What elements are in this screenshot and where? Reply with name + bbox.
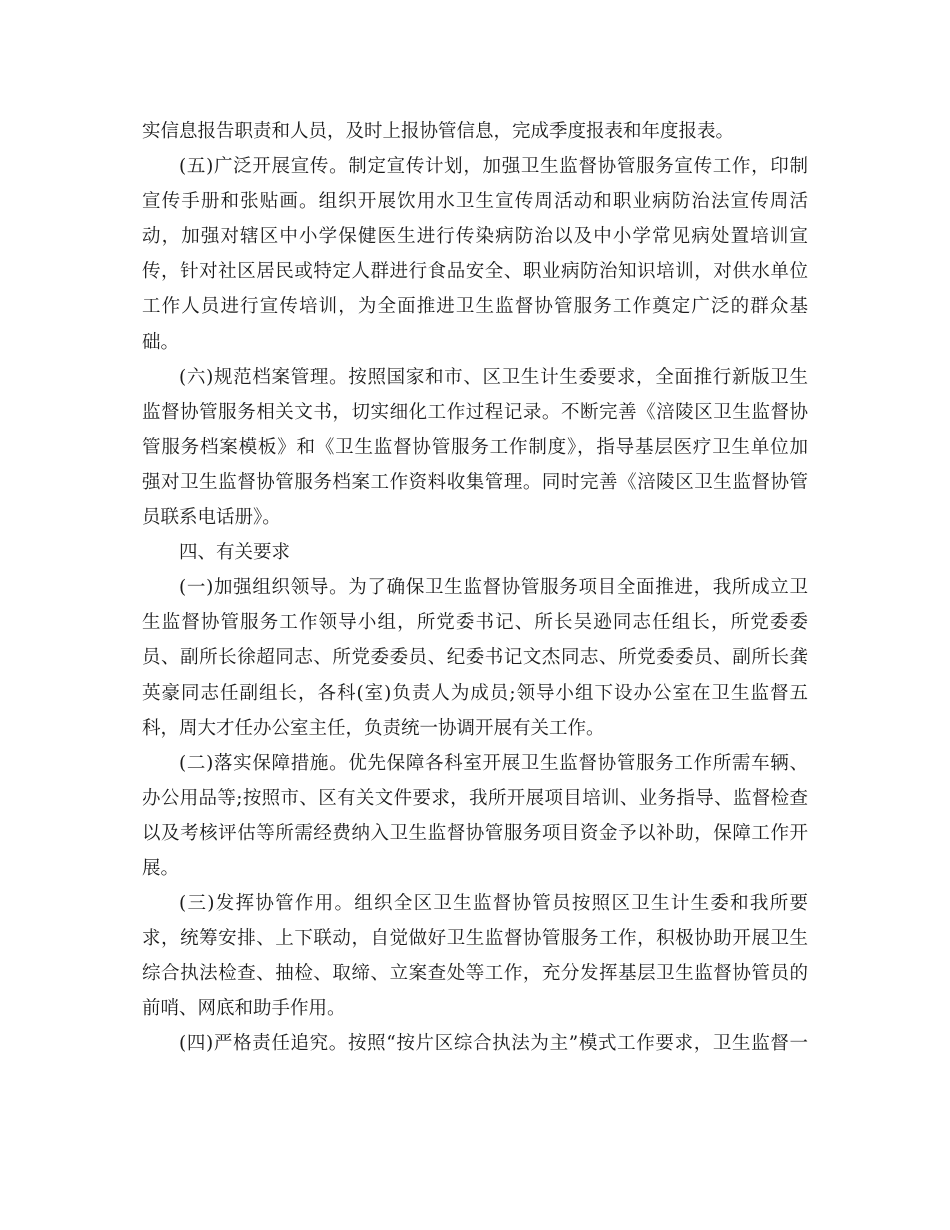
document-body bbox=[142, 114, 808, 1062]
text-line: 宣传手册和张贴画。组织开展饮用水卫生宣传周活动和职业病防治法宣传周活 bbox=[142, 191, 808, 213]
text-line: 员、副所长徐超同志、所党委委员、纪委书记文杰同志、所党委委员、副所长龚 bbox=[142, 647, 808, 669]
text-line: 前哨、网底和助手作用。 bbox=[142, 998, 346, 1020]
paragraph-first-line: (六)规范档案管理。按照国家和市、区卫生计生委要求，全面推行新版卫生 bbox=[179, 366, 808, 388]
text-line: 管服务档案模板》和《卫生监督协管服务工作制度》，指导基层医疗卫生单位加 bbox=[142, 436, 808, 458]
text-line: 以及考核评估等所需经费纳入卫生监督协管服务项目资金予以补助，保障工作开 bbox=[142, 822, 808, 844]
text-line: 实信息报告职责和人员，及时上报协管信息，完成季度报表和年度报表。 bbox=[142, 121, 735, 142]
text-line: 监督协管服务相关文书，切实细化工作过程记录。不断完善《涪陵区卫生监督协 bbox=[142, 401, 808, 423]
paragraph-first-line: 四、有关要求 bbox=[179, 542, 291, 564]
paragraph-first-line: (五)广泛开展宣传。制定宣传计划，加强卫生监督协管服务宣传工作，印制 bbox=[179, 156, 808, 178]
text-line: 传，针对社区居民或特定人群进行食品安全、职业病防治知识培训，对供水单位 bbox=[142, 261, 808, 283]
text-line: 员联系电话册》。 bbox=[142, 507, 281, 529]
text-line: 动，加强对辖区中小学保健医生进行传染病防治以及中小学常见病处置培训宣 bbox=[142, 226, 808, 248]
text-line: 强对卫生监督协管服务档案工作资料收集管理。同时完善《涪陵区卫生监督协管 bbox=[142, 471, 808, 493]
paragraph-first-line: (三)发挥协管作用。组织全区卫生监督协管员按照区卫生计生委和我所要 bbox=[179, 893, 808, 915]
paragraph-first-line: (四)严格责任追究。按照“按片区综合执法为主”模式工作要求，卫生监督一 bbox=[179, 1033, 808, 1055]
text-line: 础。 bbox=[142, 331, 180, 353]
text-line: 工作人员进行宣传培训，为全面推进卫生监督协管服务工作奠定广泛的群众基 bbox=[142, 296, 808, 318]
paragraph-first-line: (二)落实保障措施。优先保障各科室开展卫生监督协管服务工作所需车辆、 bbox=[179, 752, 808, 774]
text-line: 展。 bbox=[142, 857, 180, 879]
text-line: 综合执法检查、抽检、取缔、立案查处等工作，充分发挥基层卫生监督协管员的 bbox=[142, 963, 808, 985]
paragraph-first-line: (一)加强组织领导。为了确保卫生监督协管服务项目全面推进，我所成立卫 bbox=[179, 577, 808, 599]
text-line: 求，统筹安排、上下联动，自觉做好卫生监督协管服务工作，积极协助开展卫生 bbox=[142, 928, 808, 950]
text-line: 生监督协管服务工作领导小组，所党委书记、所长吴逊同志任组长，所党委委 bbox=[142, 612, 808, 634]
text-line: 英豪同志任副组长，各科(室)负责人为成员;领导小组下设办公室在卫生监督五 bbox=[142, 682, 808, 704]
text-line: 办公用品等;按照市、区有关文件要求，我所开展项目培训、业务指导、监督检查 bbox=[142, 787, 808, 809]
text-line: 科，周大才任办公室主任，负责统一协调开展有关工作。 bbox=[142, 717, 605, 739]
